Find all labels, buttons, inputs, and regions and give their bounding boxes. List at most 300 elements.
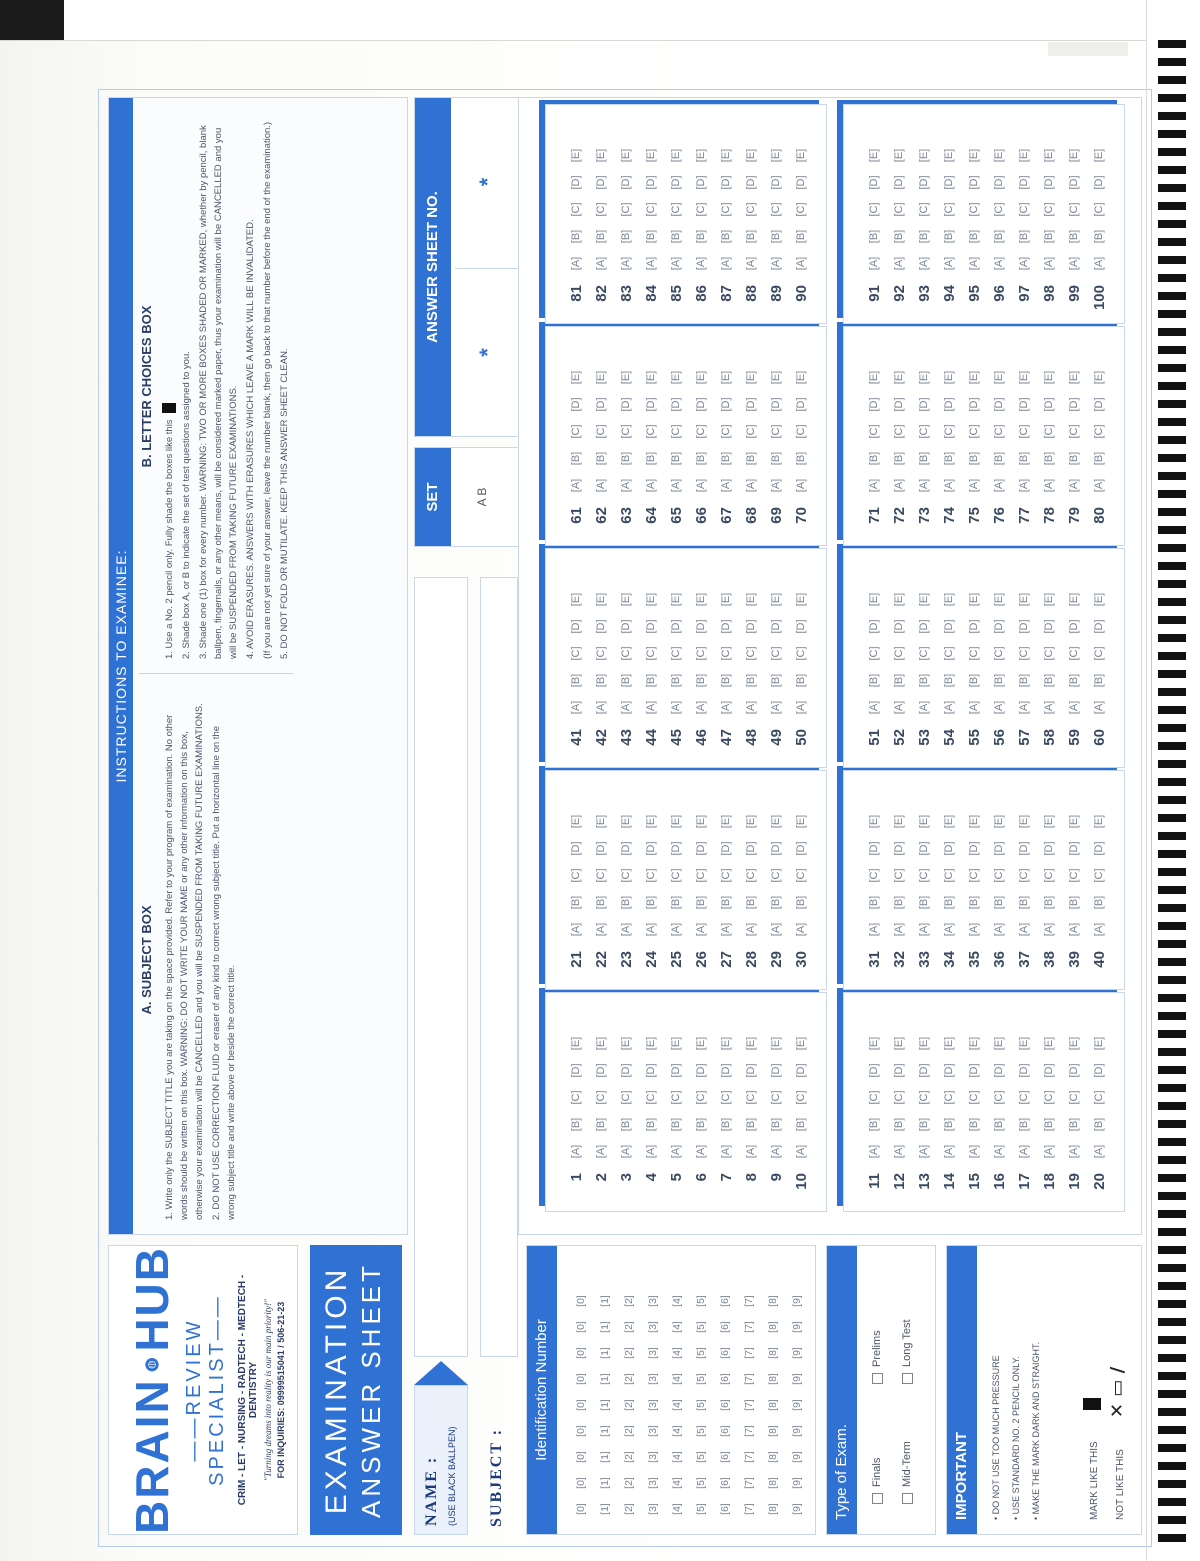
choice-bubble-a[interactable]: [A] xyxy=(1043,256,1055,271)
choice-bubble-d[interactable]: [D] xyxy=(968,175,980,190)
choice-bubble-e[interactable]: [E] xyxy=(943,148,955,163)
choice-bubble-d[interactable]: [D] xyxy=(1068,841,1080,856)
identification-bubble[interactable]: [0] xyxy=(574,1503,587,1515)
choice-bubble-d[interactable]: [D] xyxy=(695,841,707,856)
choice-bubble-e[interactable]: [E] xyxy=(1043,1036,1055,1051)
choice-bubble-c[interactable]: [C] xyxy=(645,424,657,439)
choice-bubble-b[interactable]: [B] xyxy=(1043,895,1055,910)
choice-bubble-c[interactable]: [C] xyxy=(620,1090,632,1105)
choice-bubble-c[interactable]: [C] xyxy=(1093,1090,1105,1105)
identification-bubble[interactable]: [2] xyxy=(622,1399,635,1411)
choice-bubble-b[interactable]: [B] xyxy=(968,229,980,244)
exam-type-long-test[interactable] xyxy=(901,1319,913,1384)
choice-bubble-e[interactable]: [E] xyxy=(745,592,757,607)
choice-bubble-d[interactable]: [D] xyxy=(645,397,657,412)
choice-bubble-b[interactable]: [B] xyxy=(1043,673,1055,688)
choice-bubble-e[interactable]: [E] xyxy=(918,370,930,385)
choice-bubble-b[interactable]: [B] xyxy=(645,1117,657,1132)
choice-bubble-d[interactable]: [D] xyxy=(695,619,707,634)
identification-bubble[interactable]: [6] xyxy=(718,1425,731,1437)
choice-bubble-a[interactable]: [A] xyxy=(720,478,732,493)
choice-bubble-a[interactable]: [A] xyxy=(595,478,607,493)
choice-bubble-e[interactable]: [E] xyxy=(1093,592,1105,607)
choice-bubble-d[interactable]: [D] xyxy=(868,397,880,412)
choice-bubble-a[interactable]: [A] xyxy=(795,478,807,493)
choice-bubble-b[interactable]: [B] xyxy=(1068,673,1080,688)
choice-bubble-b[interactable]: [B] xyxy=(720,895,732,910)
identification-bubble[interactable]: [3] xyxy=(646,1477,659,1489)
identification-bubble[interactable]: [0] xyxy=(574,1451,587,1463)
choice-bubble-b[interactable]: [B] xyxy=(1093,895,1105,910)
choice-bubble-c[interactable]: [C] xyxy=(745,868,757,883)
choice-bubble-e[interactable]: [E] xyxy=(1093,148,1105,163)
choice-bubble-e[interactable]: [E] xyxy=(968,148,980,163)
identification-bubble[interactable]: [1] xyxy=(598,1295,611,1307)
choice-bubble-e[interactable]: [E] xyxy=(770,814,782,829)
choice-bubble-e[interactable]: [E] xyxy=(893,814,905,829)
choice-bubble-c[interactable]: [C] xyxy=(943,868,955,883)
choice-bubble-c[interactable]: [C] xyxy=(1018,202,1030,217)
choice-bubble-a[interactable]: [A] xyxy=(1068,478,1080,493)
choice-bubble-e[interactable]: [E] xyxy=(645,370,657,385)
choice-bubble-a[interactable]: [A] xyxy=(1018,478,1030,493)
choice-bubble-d[interactable]: [D] xyxy=(720,841,732,856)
choice-bubble-b[interactable]: [B] xyxy=(868,895,880,910)
identification-bubble[interactable]: [7] xyxy=(742,1503,755,1515)
choice-bubble-a[interactable]: [A] xyxy=(620,478,632,493)
choice-bubble-b[interactable]: [B] xyxy=(595,451,607,466)
choice-bubble-c[interactable]: [C] xyxy=(595,1090,607,1105)
choice-bubble-d[interactable]: [D] xyxy=(795,1063,807,1078)
choice-bubble-c[interactable]: [C] xyxy=(720,424,732,439)
identification-bubble[interactable]: [4] xyxy=(670,1451,683,1463)
choice-bubble-e[interactable]: [E] xyxy=(1043,148,1055,163)
choice-bubble-d[interactable]: [D] xyxy=(1068,397,1080,412)
choice-bubble-e[interactable]: [E] xyxy=(795,592,807,607)
choice-bubble-b[interactable]: [B] xyxy=(620,895,632,910)
choice-bubble-c[interactable]: [C] xyxy=(943,1090,955,1105)
choice-bubble-e[interactable]: [E] xyxy=(670,148,682,163)
choice-bubble-b[interactable]: [B] xyxy=(720,673,732,688)
choice-bubble-c[interactable]: [C] xyxy=(770,202,782,217)
choice-bubble-b[interactable]: [B] xyxy=(770,1117,782,1132)
choice-bubble-e[interactable]: [E] xyxy=(918,1036,930,1051)
choice-bubble-d[interactable]: [D] xyxy=(595,1063,607,1078)
choice-bubble-c[interactable]: [C] xyxy=(795,868,807,883)
choice-bubble-e[interactable]: [E] xyxy=(595,814,607,829)
choice-bubble-d[interactable]: [D] xyxy=(795,175,807,190)
identification-bubble[interactable]: [5] xyxy=(694,1451,707,1463)
choice-bubble-b[interactable]: [B] xyxy=(595,229,607,244)
choice-bubble-d[interactable]: [D] xyxy=(795,619,807,634)
choice-bubble-a[interactable]: [A] xyxy=(795,700,807,715)
choice-bubble-d[interactable]: [D] xyxy=(595,619,607,634)
choice-bubble-d[interactable]: [D] xyxy=(745,841,757,856)
choice-bubble-d[interactable]: [D] xyxy=(620,1063,632,1078)
choice-bubble-d[interactable]: [D] xyxy=(595,841,607,856)
choice-bubble-c[interactable]: [C] xyxy=(968,424,980,439)
choice-bubble-c[interactable]: [C] xyxy=(1043,646,1055,661)
choice-bubble-e[interactable]: [E] xyxy=(1043,592,1055,607)
identification-bubble[interactable]: [9] xyxy=(790,1503,803,1515)
choice-bubble-e[interactable]: [E] xyxy=(943,592,955,607)
choice-bubble-c[interactable]: [C] xyxy=(620,424,632,439)
choice-bubble-c[interactable]: [C] xyxy=(893,424,905,439)
choice-bubble-b[interactable]: [B] xyxy=(645,229,657,244)
choice-bubble-e[interactable]: [E] xyxy=(968,1036,980,1051)
choice-bubble-b[interactable]: [B] xyxy=(570,1117,582,1132)
choice-bubble-d[interactable]: [D] xyxy=(918,1063,930,1078)
identification-bubble[interactable]: [7] xyxy=(742,1347,755,1359)
choice-bubble-d[interactable]: [D] xyxy=(770,841,782,856)
choice-bubble-b[interactable]: [B] xyxy=(770,673,782,688)
choice-bubble-b[interactable]: [B] xyxy=(968,673,980,688)
choice-bubble-c[interactable]: [C] xyxy=(1093,202,1105,217)
choice-bubble-b[interactable]: [B] xyxy=(868,229,880,244)
identification-bubble[interactable]: [2] xyxy=(622,1425,635,1437)
choice-bubble-d[interactable]: [D] xyxy=(968,397,980,412)
choice-bubble-d[interactable]: [D] xyxy=(570,175,582,190)
identification-bubble[interactable]: [1] xyxy=(598,1347,611,1359)
choice-bubble-b[interactable]: [B] xyxy=(645,895,657,910)
choice-bubble-b[interactable]: [B] xyxy=(993,895,1005,910)
choice-bubble-c[interactable]: [C] xyxy=(745,1090,757,1105)
choice-bubble-e[interactable]: [E] xyxy=(1018,148,1030,163)
choice-bubble-a[interactable]: [A] xyxy=(745,256,757,271)
choice-bubble-d[interactable]: [D] xyxy=(1043,1063,1055,1078)
choice-bubble-d[interactable]: [D] xyxy=(570,841,582,856)
choice-bubble-a[interactable]: [A] xyxy=(1093,256,1105,271)
exam-type-prelims[interactable] xyxy=(871,1330,883,1384)
choice-bubble-c[interactable]: [C] xyxy=(968,202,980,217)
choice-bubble-a[interactable]: [A] xyxy=(595,922,607,937)
choice-bubble-b[interactable]: [B] xyxy=(943,451,955,466)
choice-bubble-b[interactable]: [B] xyxy=(1018,1117,1030,1132)
identification-bubble[interactable]: [5] xyxy=(694,1373,707,1385)
identification-bubble[interactable]: [8] xyxy=(766,1477,779,1489)
choice-bubble-a[interactable]: [A] xyxy=(570,1144,582,1159)
choice-bubble-d[interactable]: [D] xyxy=(868,1063,880,1078)
choice-bubble-e[interactable]: [E] xyxy=(745,148,757,163)
choice-bubble-d[interactable]: [D] xyxy=(745,397,757,412)
choice-bubble-c[interactable]: [C] xyxy=(770,1090,782,1105)
choice-bubble-a[interactable]: [A] xyxy=(1018,700,1030,715)
choice-bubble-b[interactable]: [B] xyxy=(670,1117,682,1132)
choice-bubble-b[interactable]: [B] xyxy=(795,895,807,910)
choice-bubble-e[interactable]: [E] xyxy=(695,148,707,163)
choice-bubble-c[interactable]: [C] xyxy=(620,646,632,661)
choice-bubble-d[interactable]: [D] xyxy=(868,175,880,190)
choice-bubble-e[interactable]: [E] xyxy=(868,148,880,163)
set-options[interactable]: A B xyxy=(475,487,489,507)
identification-bubble[interactable]: [5] xyxy=(694,1399,707,1411)
choice-bubble-b[interactable]: [B] xyxy=(645,451,657,466)
choice-bubble-a[interactable]: [A] xyxy=(595,700,607,715)
choice-bubble-c[interactable]: [C] xyxy=(595,646,607,661)
choice-bubble-a[interactable]: [A] xyxy=(720,700,732,715)
choice-bubble-c[interactable]: [C] xyxy=(1068,202,1080,217)
identification-bubble[interactable]: [6] xyxy=(718,1347,731,1359)
choice-bubble-d[interactable]: [D] xyxy=(918,397,930,412)
identification-bubble[interactable]: [4] xyxy=(670,1373,683,1385)
choice-bubble-d[interactable]: [D] xyxy=(645,841,657,856)
choice-bubble-e[interactable]: [E] xyxy=(595,1036,607,1051)
choice-bubble-b[interactable]: [B] xyxy=(745,1117,757,1132)
choice-bubble-b[interactable]: [B] xyxy=(868,673,880,688)
identification-bubble[interactable]: [8] xyxy=(766,1295,779,1307)
identification-bubble[interactable]: [5] xyxy=(694,1295,707,1307)
choice-bubble-a[interactable]: [A] xyxy=(1068,256,1080,271)
choice-bubble-e[interactable]: [E] xyxy=(1093,814,1105,829)
choice-bubble-a[interactable]: [A] xyxy=(1018,1144,1030,1159)
choice-bubble-e[interactable]: [E] xyxy=(745,814,757,829)
choice-bubble-b[interactable]: [B] xyxy=(893,1117,905,1132)
choice-bubble-a[interactable]: [A] xyxy=(943,256,955,271)
choice-bubble-c[interactable]: [C] xyxy=(1093,868,1105,883)
choice-bubble-a[interactable]: [A] xyxy=(893,700,905,715)
choice-bubble-b[interactable]: [B] xyxy=(968,895,980,910)
choice-bubble-c[interactable]: [C] xyxy=(770,868,782,883)
identification-bubble[interactable]: [2] xyxy=(622,1503,635,1515)
choice-bubble-b[interactable]: [B] xyxy=(695,1117,707,1132)
choice-bubble-c[interactable]: [C] xyxy=(620,202,632,217)
choice-bubble-d[interactable]: [D] xyxy=(745,1063,757,1078)
choice-bubble-b[interactable]: [B] xyxy=(620,673,632,688)
choice-bubble-c[interactable]: [C] xyxy=(720,646,732,661)
choice-bubble-a[interactable]: [A] xyxy=(968,1144,980,1159)
choice-bubble-d[interactable]: [D] xyxy=(695,397,707,412)
choice-bubble-a[interactable]: [A] xyxy=(745,700,757,715)
choice-bubble-b[interactable]: [B] xyxy=(893,229,905,244)
choice-bubble-d[interactable]: [D] xyxy=(993,175,1005,190)
choice-bubble-b[interactable]: [B] xyxy=(918,451,930,466)
choice-bubble-d[interactable]: [D] xyxy=(968,841,980,856)
choice-bubble-d[interactable]: [D] xyxy=(1093,175,1105,190)
choice-bubble-c[interactable]: [C] xyxy=(968,646,980,661)
choice-bubble-e[interactable]: [E] xyxy=(795,1036,807,1051)
choice-bubble-c[interactable]: [C] xyxy=(993,202,1005,217)
choice-bubble-a[interactable]: [A] xyxy=(595,256,607,271)
choice-bubble-d[interactable]: [D] xyxy=(968,1063,980,1078)
choice-bubble-c[interactable]: [C] xyxy=(1043,424,1055,439)
identification-bubble[interactable]: [8] xyxy=(766,1503,779,1515)
choice-bubble-b[interactable]: [B] xyxy=(695,451,707,466)
identification-bubble[interactable]: [1] xyxy=(598,1503,611,1515)
choice-bubble-a[interactable]: [A] xyxy=(918,1144,930,1159)
choice-bubble-b[interactable]: [B] xyxy=(1018,451,1030,466)
choice-bubble-c[interactable]: [C] xyxy=(745,424,757,439)
identification-bubble[interactable]: [0] xyxy=(574,1477,587,1489)
choice-bubble-a[interactable]: [A] xyxy=(1043,922,1055,937)
choice-bubble-b[interactable]: [B] xyxy=(943,1117,955,1132)
choice-bubble-b[interactable]: [B] xyxy=(795,1117,807,1132)
choice-bubble-d[interactable]: [D] xyxy=(893,397,905,412)
choice-bubble-c[interactable]: [C] xyxy=(1068,646,1080,661)
identification-bubble[interactable]: [6] xyxy=(718,1373,731,1385)
choice-bubble-c[interactable]: [C] xyxy=(720,868,732,883)
choice-bubble-c[interactable]: [C] xyxy=(720,1090,732,1105)
choice-bubble-b[interactable]: [B] xyxy=(993,673,1005,688)
choice-bubble-d[interactable]: [D] xyxy=(1018,397,1030,412)
choice-bubble-c[interactable]: [C] xyxy=(670,202,682,217)
choice-bubble-c[interactable]: [C] xyxy=(918,646,930,661)
choice-bubble-e[interactable]: [E] xyxy=(868,814,880,829)
choice-bubble-e[interactable]: [E] xyxy=(868,592,880,607)
choice-bubble-a[interactable]: [A] xyxy=(720,1144,732,1159)
choice-bubble-c[interactable]: [C] xyxy=(1068,868,1080,883)
choice-bubble-a[interactable]: [A] xyxy=(1018,922,1030,937)
choice-bubble-d[interactable]: [D] xyxy=(1068,175,1080,190)
choice-bubble-a[interactable]: [A] xyxy=(943,922,955,937)
choice-bubble-e[interactable]: [E] xyxy=(770,370,782,385)
choice-bubble-a[interactable]: [A] xyxy=(795,256,807,271)
choice-bubble-e[interactable]: [E] xyxy=(770,148,782,163)
identification-bubble[interactable]: [3] xyxy=(646,1503,659,1515)
choice-bubble-d[interactable]: [D] xyxy=(943,841,955,856)
identification-bubble[interactable]: [8] xyxy=(766,1451,779,1463)
choice-bubble-c[interactable]: [C] xyxy=(570,202,582,217)
choice-bubble-b[interactable]: [B] xyxy=(745,229,757,244)
choice-bubble-a[interactable]: [A] xyxy=(595,1144,607,1159)
choice-bubble-b[interactable]: [B] xyxy=(695,229,707,244)
identification-bubble[interactable]: [9] xyxy=(790,1295,803,1307)
choice-bubble-a[interactable]: [A] xyxy=(893,1144,905,1159)
choice-bubble-a[interactable]: [A] xyxy=(868,700,880,715)
choice-bubble-a[interactable]: [A] xyxy=(1068,1144,1080,1159)
choice-bubble-e[interactable]: [E] xyxy=(993,592,1005,607)
choice-bubble-b[interactable]: [B] xyxy=(770,895,782,910)
choice-bubble-b[interactable]: [B] xyxy=(595,895,607,910)
choice-bubble-b[interactable]: [B] xyxy=(918,673,930,688)
identification-bubble[interactable]: [3] xyxy=(646,1347,659,1359)
choice-bubble-a[interactable]: [A] xyxy=(1018,256,1030,271)
choice-bubble-a[interactable]: [A] xyxy=(720,256,732,271)
identification-bubble[interactable]: [6] xyxy=(718,1295,731,1307)
choice-bubble-b[interactable]: [B] xyxy=(745,895,757,910)
choice-bubble-b[interactable]: [B] xyxy=(620,1117,632,1132)
choice-bubble-a[interactable]: [A] xyxy=(943,478,955,493)
identification-bubble[interactable]: [7] xyxy=(742,1451,755,1463)
choice-bubble-a[interactable]: [A] xyxy=(695,256,707,271)
choice-bubble-c[interactable]: [C] xyxy=(720,202,732,217)
choice-bubble-e[interactable]: [E] xyxy=(595,370,607,385)
choice-bubble-e[interactable]: [E] xyxy=(645,814,657,829)
choice-bubble-e[interactable]: [E] xyxy=(868,1036,880,1051)
choice-bubble-b[interactable]: [B] xyxy=(795,229,807,244)
choice-bubble-a[interactable]: [A] xyxy=(645,256,657,271)
choice-bubble-b[interactable]: [B] xyxy=(1043,229,1055,244)
choice-bubble-b[interactable]: [B] xyxy=(868,1117,880,1132)
choice-bubble-a[interactable]: [A] xyxy=(868,478,880,493)
choice-bubble-d[interactable]: [D] xyxy=(893,175,905,190)
choice-bubble-e[interactable]: [E] xyxy=(570,148,582,163)
identification-bubble[interactable]: [4] xyxy=(670,1477,683,1489)
choice-bubble-b[interactable]: [B] xyxy=(670,673,682,688)
choice-bubble-c[interactable]: [C] xyxy=(918,868,930,883)
choice-bubble-a[interactable]: [A] xyxy=(670,700,682,715)
choice-bubble-a[interactable]: [A] xyxy=(918,256,930,271)
choice-bubble-a[interactable]: [A] xyxy=(943,700,955,715)
identification-bubble[interactable]: [2] xyxy=(622,1321,635,1333)
choice-bubble-b[interactable]: [B] xyxy=(918,229,930,244)
choice-bubble-e[interactable]: [E] xyxy=(720,1036,732,1051)
choice-bubble-c[interactable]: [C] xyxy=(893,868,905,883)
choice-bubble-c[interactable]: [C] xyxy=(570,646,582,661)
choice-bubble-e[interactable]: [E] xyxy=(595,148,607,163)
choice-bubble-c[interactable]: [C] xyxy=(1018,868,1030,883)
choice-bubble-a[interactable]: [A] xyxy=(645,478,657,493)
choice-bubble-b[interactable]: [B] xyxy=(893,451,905,466)
choice-bubble-e[interactable]: [E] xyxy=(770,1036,782,1051)
choice-bubble-e[interactable]: [E] xyxy=(1043,814,1055,829)
choice-bubble-d[interactable]: [D] xyxy=(943,397,955,412)
choice-bubble-b[interactable]: [B] xyxy=(770,229,782,244)
choice-bubble-c[interactable]: [C] xyxy=(795,646,807,661)
identification-bubble[interactable]: [8] xyxy=(766,1399,779,1411)
choice-bubble-e[interactable]: [E] xyxy=(1068,370,1080,385)
choice-bubble-c[interactable]: [C] xyxy=(795,1090,807,1105)
choice-bubble-a[interactable]: [A] xyxy=(968,922,980,937)
choice-bubble-e[interactable]: [E] xyxy=(1093,370,1105,385)
choice-bubble-d[interactable]: [D] xyxy=(893,619,905,634)
identification-bubble[interactable]: [7] xyxy=(742,1399,755,1411)
choice-bubble-d[interactable]: [D] xyxy=(770,1063,782,1078)
choice-bubble-d[interactable]: [D] xyxy=(620,397,632,412)
choice-bubble-c[interactable]: [C] xyxy=(795,202,807,217)
choice-bubble-b[interactable]: [B] xyxy=(968,1117,980,1132)
choice-bubble-c[interactable]: [C] xyxy=(1018,646,1030,661)
choice-bubble-a[interactable]: [A] xyxy=(745,478,757,493)
identification-bubble[interactable]: [2] xyxy=(622,1477,635,1489)
choice-bubble-c[interactable]: [C] xyxy=(968,868,980,883)
choice-bubble-e[interactable]: [E] xyxy=(1018,592,1030,607)
choice-bubble-c[interactable]: [C] xyxy=(943,202,955,217)
choice-bubble-e[interactable]: [E] xyxy=(795,814,807,829)
identification-bubble[interactable]: [1] xyxy=(598,1373,611,1385)
choice-bubble-e[interactable]: [E] xyxy=(893,148,905,163)
choice-bubble-a[interactable]: [A] xyxy=(893,256,905,271)
choice-bubble-a[interactable]: [A] xyxy=(795,1144,807,1159)
choice-bubble-b[interactable]: [B] xyxy=(670,895,682,910)
choice-bubble-d[interactable]: [D] xyxy=(893,1063,905,1078)
choice-bubble-a[interactable]: [A] xyxy=(868,256,880,271)
identification-bubble[interactable]: [3] xyxy=(646,1321,659,1333)
identification-bubble[interactable]: [9] xyxy=(790,1425,803,1437)
choice-bubble-d[interactable]: [D] xyxy=(1093,841,1105,856)
identification-bubble[interactable]: [4] xyxy=(670,1321,683,1333)
choice-bubble-a[interactable]: [A] xyxy=(893,478,905,493)
choice-bubble-e[interactable]: [E] xyxy=(918,592,930,607)
choice-bubble-e[interactable]: [E] xyxy=(1068,148,1080,163)
choice-bubble-b[interactable]: [B] xyxy=(720,229,732,244)
choice-bubble-a[interactable]: [A] xyxy=(893,922,905,937)
choice-bubble-b[interactable]: [B] xyxy=(795,451,807,466)
choice-bubble-b[interactable]: [B] xyxy=(918,895,930,910)
choice-bubble-a[interactable]: [A] xyxy=(695,478,707,493)
choice-bubble-d[interactable]: [D] xyxy=(670,841,682,856)
choice-bubble-e[interactable]: [E] xyxy=(620,814,632,829)
choice-bubble-c[interactable]: [C] xyxy=(1093,646,1105,661)
choice-bubble-c[interactable]: [C] xyxy=(620,868,632,883)
choice-bubble-c[interactable]: [C] xyxy=(695,646,707,661)
choice-bubble-d[interactable]: [D] xyxy=(868,619,880,634)
choice-bubble-d[interactable]: [D] xyxy=(720,397,732,412)
choice-bubble-a[interactable]: [A] xyxy=(968,700,980,715)
choice-bubble-c[interactable]: [C] xyxy=(570,1090,582,1105)
choice-bubble-c[interactable]: [C] xyxy=(645,202,657,217)
choice-bubble-d[interactable]: [D] xyxy=(745,619,757,634)
choice-bubble-a[interactable]: [A] xyxy=(795,922,807,937)
